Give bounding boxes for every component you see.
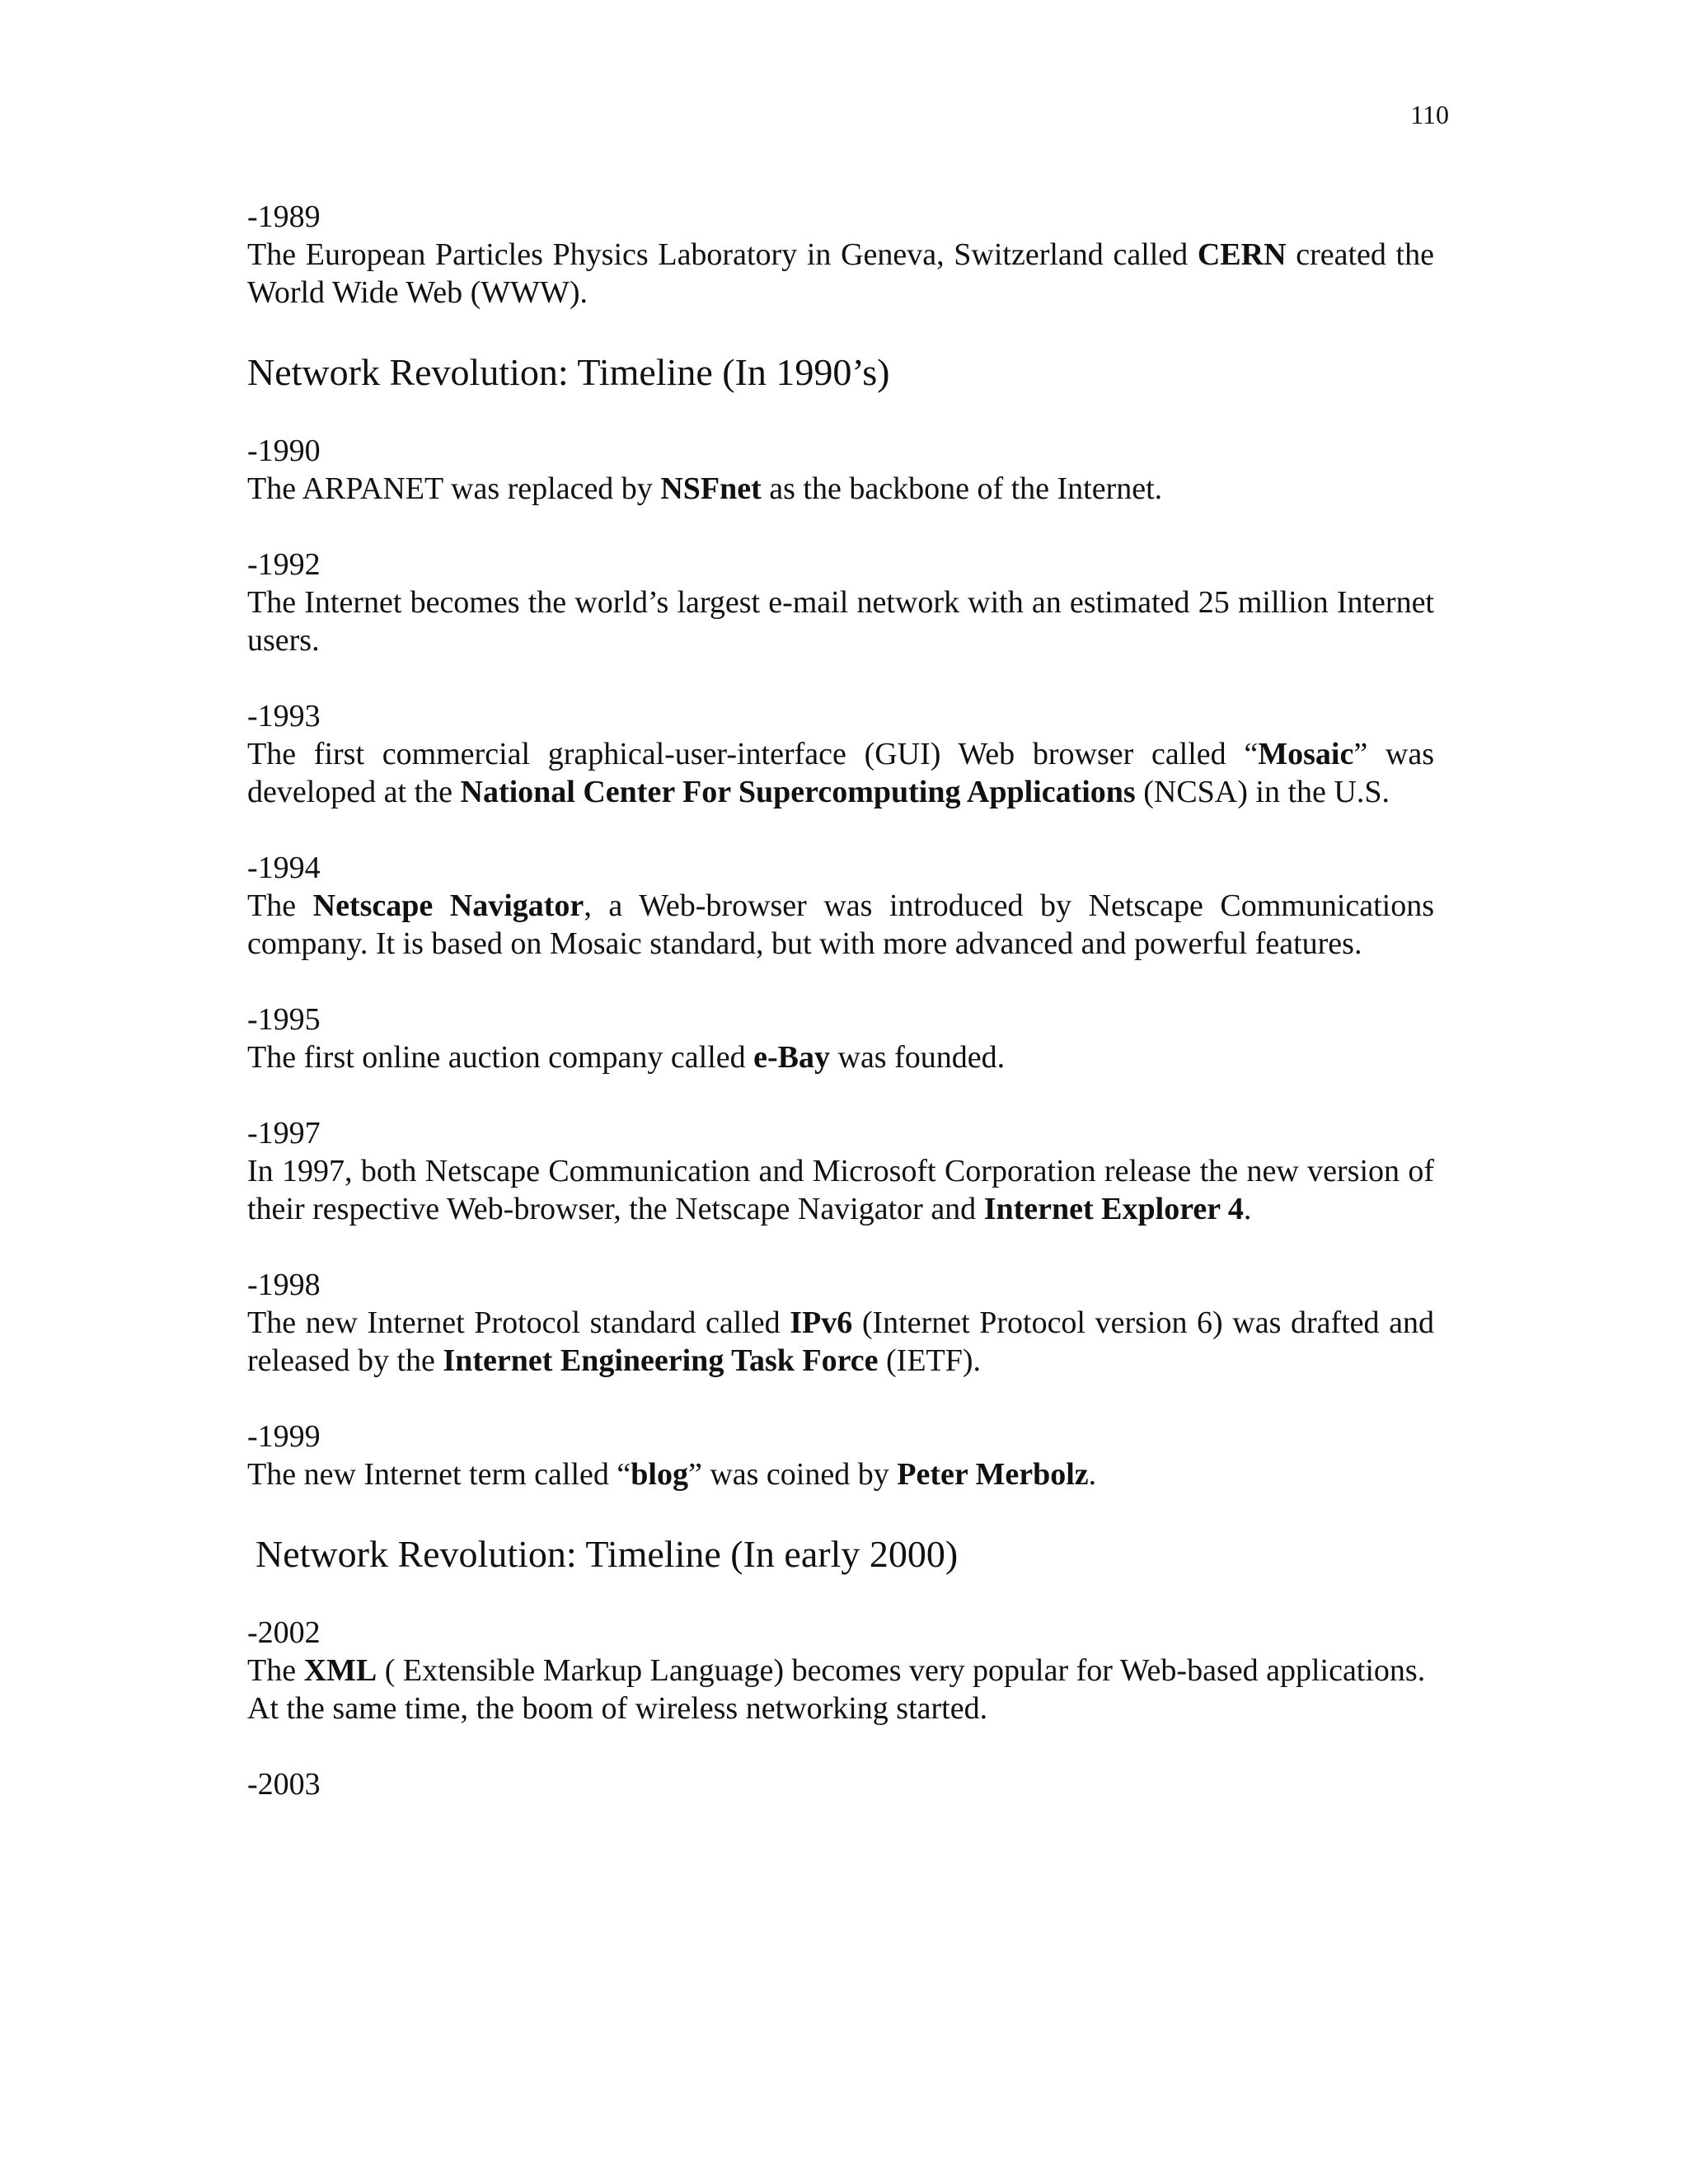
- entry-year: -1989: [247, 199, 321, 234]
- section-heading-1990s: Network Revolution: Timeline (In 1990’s): [247, 351, 890, 393]
- entry-text: The new Internet Protocol standard called IPv6 (Internet Protocol version 6) was drafted and released by the Internet Engineering Task Force (IETF).: [247, 1305, 1434, 1378]
- entry-year: -1999: [247, 1419, 321, 1454]
- timeline-entry-2003: [247, 1765, 1434, 1803]
- entry-text: The XML ( Extensible Markup Language) becomes very popular for Web-based applications. At the same time, the boom of wireless networking started.: [247, 1653, 1426, 1726]
- document-body: [247, 198, 1434, 1841]
- timeline-entry-1992: [247, 546, 1434, 659]
- entry-year: -2002: [247, 1615, 321, 1650]
- entry-year: -1992: [247, 547, 321, 582]
- timeline-entry-2002: [247, 1614, 1434, 1727]
- timeline-entry-1989: [247, 198, 1434, 312]
- timeline-entry-1993: [247, 697, 1434, 811]
- entry-text: The ARPANET was replaced by NSFnet as the backbone of the Internet.: [247, 471, 1163, 506]
- entry-text: The first online auction company called e-Bay was founded.: [247, 1040, 1006, 1075]
- entry-text: The new Internet term called “blog” was coined by Peter Merbolz.: [247, 1457, 1097, 1492]
- entry-year: -1997: [247, 1116, 321, 1151]
- entry-year: -1990: [247, 434, 321, 468]
- entry-text: In 1997, both Netscape Communication and Microsoft Corporation release the new version of their respective Web-browser, the Netscape Navigator and Internet Explorer 4.: [247, 1154, 1434, 1226]
- entry-year: -1994: [247, 851, 321, 885]
- entry-text: The Internet becomes the world’s largest e-mail network with an estimated 25 million Internet users.: [247, 585, 1434, 658]
- timeline-entry-1990: [247, 432, 1434, 508]
- timeline-entry-1998: [247, 1266, 1434, 1380]
- timeline-entry-1997: [247, 1114, 1434, 1228]
- entry-year: -1998: [247, 1268, 321, 1302]
- entry-year: -1995: [247, 1002, 321, 1037]
- entry-text: The first commercial graphical-user-interface (GUI) Web browser called “Mosaic” was developed at the National Center For Supercomputing Applications (NCSA) in the U.S.: [247, 737, 1434, 809]
- entry-year: -2003: [247, 1767, 321, 1802]
- entry-text: The European Particles Physics Laboratory in Geneva, Switzerland called CERN created the World Wide Web (WWW).: [247, 237, 1434, 310]
- timeline-entry-1994: [247, 849, 1434, 963]
- section-heading-2000s: Network Revolution: Timeline (In early 2000): [256, 1533, 959, 1575]
- entry-text: The Netscape Navigator, a Web-browser was introduced by Netscape Communications company. It is based on Mosaic standard, but with more advanced and powerful features.: [247, 888, 1435, 961]
- timeline-entry-1995: [247, 1001, 1434, 1076]
- timeline-entry-1999: [247, 1418, 1434, 1493]
- page-number: 110: [1410, 100, 1449, 129]
- entry-year: -1993: [247, 699, 321, 733]
